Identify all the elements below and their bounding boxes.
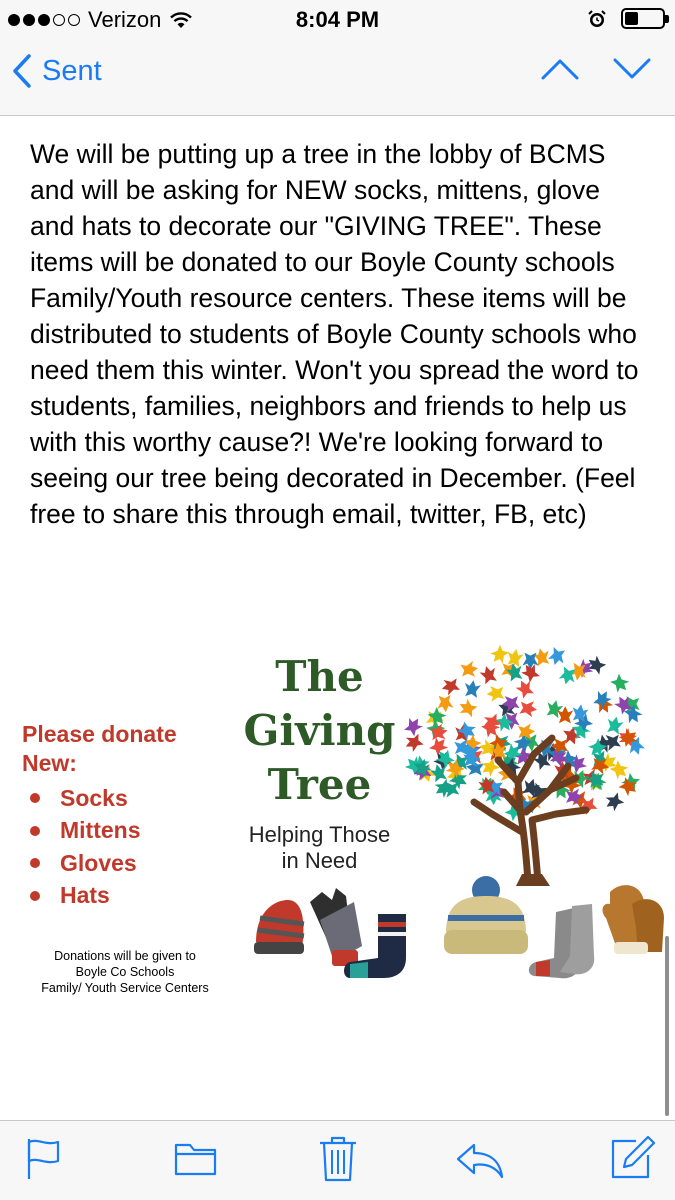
title-line2: Giving	[243, 706, 396, 755]
hand-leaf-icon	[514, 677, 536, 699]
note-line1: Donations will be given to	[54, 949, 196, 963]
email-body-text: We will be putting up a tree in the lobby of BCMS and will be asking for NEW socks, mittens, glove and hats to decorate our "GIVING TREE". These items will be donated to our Boyle County schools Family/Youth resource centers. These items will be distributed to students of Boyle County schools who need them this winter. Won't you spread the word to students, families, neighbors and friends to help us with this worthy cause?! We're looking forward to seeing our tree being decorated in December. (Feel free to share this through email, twitter, FB, etc)	[30, 139, 639, 529]
donate-heading	[22, 720, 177, 778]
hand-tree-illustration	[400, 642, 660, 892]
status-time: 8:04 PM	[295, 7, 380, 32]
item-hats: Hats	[60, 882, 110, 909]
list-item	[26, 880, 141, 913]
list-item	[26, 782, 141, 815]
note-line3: Family/ Youth Service Centers	[41, 981, 209, 995]
battery-icon	[621, 8, 665, 29]
chevron-down-icon[interactable]	[613, 58, 651, 80]
giving-tree-flyer	[0, 632, 675, 1022]
hand-leaf-icon	[602, 791, 625, 814]
hand-leaf-icon	[402, 714, 425, 737]
alarm-icon	[587, 9, 607, 29]
item-gloves: Gloves	[60, 849, 137, 876]
reply-icon[interactable]	[456, 1141, 504, 1179]
hand-leaf-icon	[506, 648, 525, 668]
list-item	[26, 847, 141, 880]
hand-leaf-icon	[488, 644, 511, 667]
hand-leaf-icon	[609, 672, 632, 695]
flag-icon[interactable]	[24, 1137, 64, 1181]
message-navigation	[541, 58, 651, 80]
hand-leaf-icon	[402, 732, 424, 754]
chevron-up-icon[interactable]	[541, 58, 579, 80]
back-button-label: Sent	[42, 54, 102, 87]
status-bar	[0, 0, 675, 40]
hand-leaf-icon	[456, 720, 479, 743]
hand-leaf-icon	[478, 664, 498, 685]
list-item	[26, 815, 141, 848]
hand-leaf-icon	[519, 700, 538, 718]
compose-icon[interactable]	[610, 1135, 656, 1181]
hand-leaf-icon	[480, 712, 502, 734]
status-right-group	[587, 8, 665, 29]
folder-icon[interactable]	[174, 1141, 218, 1177]
hand-leaf-icon	[440, 676, 461, 696]
flyer-subtitle	[222, 822, 417, 874]
subtitle-line2: in Need	[281, 848, 358, 873]
hand-leaf-icon	[463, 679, 481, 698]
scroll-indicator[interactable]	[665, 936, 669, 1116]
knit-hat-icon	[444, 876, 528, 954]
subtitle-line1: Helping Those	[248, 822, 391, 847]
hand-leaf-icon	[591, 687, 613, 710]
chevron-left-icon	[12, 54, 32, 88]
navigation-bar	[0, 40, 675, 116]
back-button[interactable]	[12, 54, 102, 88]
winter-items-illustration	[250, 872, 675, 1022]
hand-leaf-icon	[605, 715, 624, 735]
carrier-name: Verizon	[88, 7, 162, 32]
gloves-icon	[310, 888, 362, 966]
donation-note	[10, 948, 240, 996]
beanie-icon	[254, 900, 304, 954]
wool-socks-icon	[529, 904, 594, 978]
mittens-icon	[603, 885, 664, 954]
hand-leaf-icon	[558, 666, 578, 686]
hand-leaf-icon	[547, 647, 567, 668]
trash-icon[interactable]	[318, 1135, 358, 1183]
item-socks: Socks	[60, 784, 128, 811]
item-mittens: Mittens	[60, 817, 141, 844]
flyer-title	[222, 650, 417, 812]
hand-leaf-icon	[486, 685, 504, 702]
donate-heading-line1: Please donate	[22, 721, 177, 747]
note-line2: Boyle Co Schools	[75, 965, 175, 979]
battery-level	[625, 12, 638, 25]
hand-leaf-icon	[460, 660, 479, 678]
title-line1: The	[275, 652, 364, 701]
hand-leaf-icon	[437, 695, 454, 713]
donation-items-list	[26, 782, 141, 912]
hand-leaf-icon	[456, 697, 479, 719]
title-line3: Tree	[267, 760, 372, 809]
bottom-toolbar	[0, 1120, 675, 1200]
donate-heading-line2: New:	[22, 750, 77, 776]
